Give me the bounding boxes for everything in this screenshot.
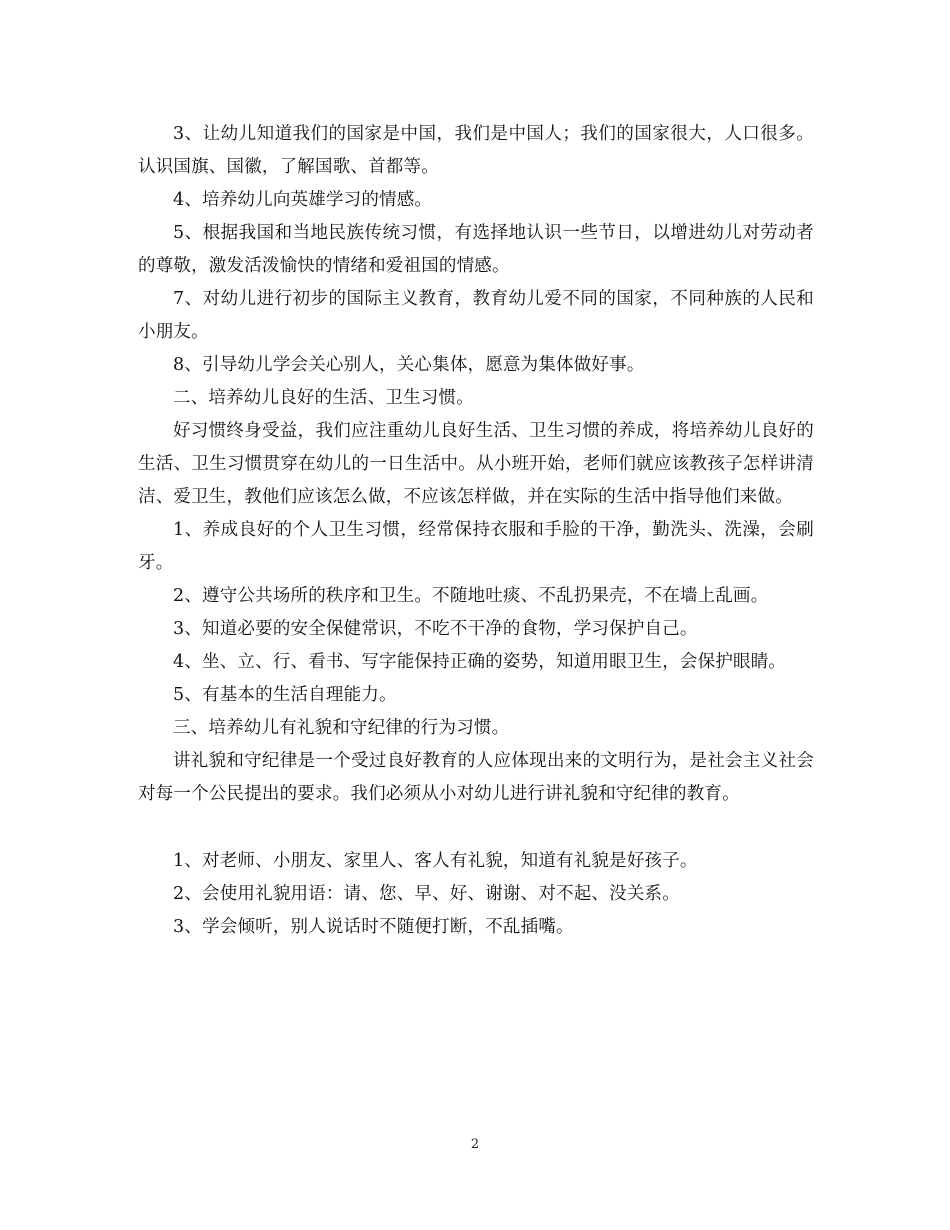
paragraph-manners-3: 3、学会倾听，别人说话时不随便打断，不乱插嘴。 xyxy=(173,917,574,937)
paragraph-patriotism-7: 7、对幼儿进行初步的国际主义教育，教育幼儿爱不同的国家，不同种族的人民和小朋友。 xyxy=(138,289,814,342)
paragraph-hygiene-intro: 好习惯终身受益，我们应注重幼儿良好生活、卫生习惯的养成，将培养幼儿良好的生活、卫生习惯贯穿在幼儿的一日生活中。从小班开始，老师们就应该教孩子怎样讲清洁、爱卫生，教他们应该怎么做，不应该怎样做，并在实际的生活中指导他们来做。 xyxy=(138,421,814,507)
document-body xyxy=(138,118,814,944)
paragraph-hygiene-4: 4、坐、立、行、看书、写字能保持正确的姿势，知道用眼卫生，会保护眼睛。 xyxy=(173,652,787,672)
paragraph-manners-2: 2、会使用礼貌用语：请、您、早、好、谢谢、对不起、没关系。 xyxy=(173,884,680,904)
paragraph-patriotism-4: 4、培养幼儿向英雄学习的情感。 xyxy=(173,190,433,210)
section-heading-manners: 三、培养幼儿有礼貌和守纪律的行为习惯。 xyxy=(173,718,510,738)
paragraph-patriotism-8: 8、引导幼儿学会关心别人，关心集体，愿意为集体做好事。 xyxy=(173,355,645,375)
paragraph-spacer xyxy=(138,811,814,845)
paragraph-hygiene-5: 5、有基本的生活自理能力。 xyxy=(173,685,397,705)
paragraph-hygiene-2: 2、遵守公共场所的秩序和卫生。不随地吐痰、不乱扔果壳，不在墙上乱画。 xyxy=(173,586,769,606)
paragraph-patriotism-5: 5、根据我国和当地民族传统习惯，有选择地认识一些节日，以增进幼儿对劳动者的尊敬，激发活泼愉快的情绪和爱祖国的情感。 xyxy=(138,223,814,276)
paragraph-hygiene-1: 1、养成良好的个人卫生习惯，经常保持衣服和手脸的干净，勤洗头、洗澡，会刷牙。 xyxy=(138,520,814,573)
paragraph-manners-1: 1、对老师、小朋友、家里人、客人有礼貌，知道有礼貌是好孩子。 xyxy=(173,851,698,871)
page-number: 2 xyxy=(470,1137,480,1152)
paragraph-manners-intro: 讲礼貌和守纪律是一个受过良好教育的人应体现出来的文明行为，是社会主义社会对每一个公民提出的要求。我们必须从小对幼儿进行讲礼貌和守纪律的教育。 xyxy=(138,751,814,804)
paragraph-patriotism-3: 3、让幼儿知道我们的国家是中国，我们是中国人；我们的国家很大，人口很多。认识国旗、国徽，了解国歌、首都等。 xyxy=(138,124,814,177)
paragraph-hygiene-3: 3、知道必要的安全保健常识，不吃不干净的食物，学习保护自己。 xyxy=(173,619,698,639)
section-heading-hygiene: 二、培养幼儿良好的生活、卫生习惯。 xyxy=(173,388,474,408)
